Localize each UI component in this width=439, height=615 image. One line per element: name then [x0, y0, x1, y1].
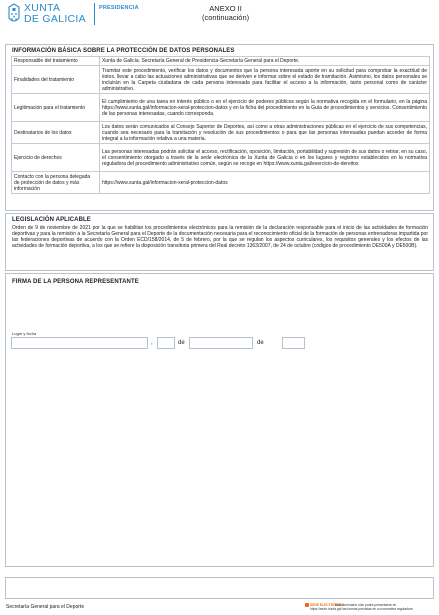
- row-value: Los datos serán comunicados al Consejo Superior de Deportes, así como a otras administraciones públicas en el ejercicio de sus competencias, cuando sea necesario para la tramitación y resolución de sus procedimientos o para que las personas interesadas puedan acceder de forma integral a la información relativa a una materia.: [100, 122, 430, 144]
- row-value: Tramitar este procedimiento, verificar los datos y documentos que la persona interesada aporte en su solicitud para comprobar la exactitud de éstos, llevar a cabo las actuaciones administrativas que se deriven e informar sobre el estado de tramitación. Asimismo, los datos personales se incluirán en la Carpeta ciudadana de cada persona interesada para facilitar el acceso a la información, tanto personal como de carácter administrativo.: [100, 66, 430, 94]
- annex-line-1: ANEXO II: [209, 4, 242, 13]
- data-protection-table: [11, 56, 430, 194]
- sede-brand: SEDE ELECTRÓNICA: [310, 602, 344, 607]
- table-row: [12, 66, 430, 94]
- row-value: Las personas interesadas podrán solicitar el acceso, rectificación, oposición, limitación, portabilidad y supresión de sus datos o retirar, en su caso, el consentimiento otorgado a través de la sede electrónica de la Xunta de Galicia o en los lugares y registros establecidos en la normativa reguladora del procedimiento administrativo común, según se recoge en https://www.xunta.gal/exercicio-de-dereitos: [100, 144, 430, 172]
- month-field[interactable]: [189, 337, 253, 349]
- sede-text-2[interactable]: https://sede.xunta.gal las formas previstas en su normativa reguladora: [310, 607, 413, 611]
- bottom-box: [5, 577, 434, 599]
- data-protection-section: [5, 44, 434, 211]
- row-label: Finalidades del tratamiento: [12, 66, 100, 94]
- legislation-text: Orden de 9 de noviembre de 2021 por la que se habilitan los procedimientos electrónicos para la remisión de la declaración responsable para el inicio de las actividades de formación deportivas y para la remisión a la Secretaría General para el Deporte de la documentación necesaria para el reconocimiento oficial de la formación de personas entrenadoras impartida por las federaciones deportivas de acuerdo con la Orden ECD/158/2014, de 5 de febrero, por la que se regulan los aspectos curriculares, los requisitos generales y los efectos de las actividades de formación deportiva, a los que se refiere la disposición transitoria primera del Real decreto 1363/2007, de 24 de octubre (códigos de procedimiento DE500A y DE500B).: [12, 225, 428, 249]
- table-row: [12, 94, 430, 122]
- sede-badge-icon: [305, 603, 309, 607]
- day-field[interactable]: [157, 337, 175, 349]
- row-label: Contacto con la persona delegada de protección de datos y más información: [12, 172, 100, 194]
- row-value[interactable]: https://www.xunta.gal/informacion-xeral-proteccion-datos: [100, 172, 430, 194]
- logo-line-2: DE GALICIA: [24, 13, 86, 25]
- page-header: [0, 0, 439, 30]
- row-label: Ejercicio de derechos: [12, 144, 100, 172]
- de-separator-2: de: [257, 340, 264, 346]
- table-row: [12, 57, 430, 66]
- table-row: [12, 122, 430, 144]
- footer-department: Secretaría General para el Deporte: [6, 604, 85, 610]
- row-value: El cumplimiento de una tarea en interés público o en el ejercicio de poderes públicos según la normativa recogida en el formulario, en la página https://www.xunta.gal/informacion-xeral-proteccion-datos y en la ficha del procedimiento en la Guía de procedimientos y servicios. Consentimiento de las personas interesadas, cuando corresponda.: [100, 94, 430, 122]
- logo-divider: [94, 3, 95, 25]
- year-field[interactable]: [282, 337, 305, 349]
- row-label: Legitimación para el tratamiento: [12, 94, 100, 122]
- signature-section: [5, 273, 434, 567]
- row-label: Responsable del tratamiento: [12, 57, 100, 66]
- logo-wordmark: [24, 3, 86, 25]
- table-row: [12, 144, 430, 172]
- sede-text-1: Este formulario sólo podrá presentarse en: [335, 602, 397, 607]
- de-separator-1: de: [178, 340, 185, 346]
- legislation-section: [5, 213, 434, 271]
- row-value: Xunta de Galicia. Secretaría General de Presidencia-Secretaría General para el Deporte.: [100, 57, 430, 66]
- place-date-label: Lugar y fecha: [12, 331, 37, 336]
- department-label: PRESIDENCIA: [99, 5, 139, 11]
- annex-line-2: (continuación): [202, 13, 250, 22]
- signature-title: FIRMA DE LA PERSONA REPRESENTANTE: [12, 279, 139, 285]
- legislation-title: LEGISLACIÓN APLICABLE: [12, 217, 91, 223]
- data-protection-title: INFORMACIÓN BÁSICA SOBRE LA PROTECCIÓN DE DATOS PERSONALES: [12, 48, 235, 54]
- comma-separator: ,: [151, 340, 153, 346]
- xunta-logo-icon: [6, 3, 22, 25]
- table-row: [12, 172, 430, 194]
- logo-line-1: XUNTA: [24, 2, 61, 14]
- annex-title: [202, 4, 249, 22]
- place-field[interactable]: [11, 337, 148, 349]
- row-label: Destinatarios de los datos: [12, 122, 100, 144]
